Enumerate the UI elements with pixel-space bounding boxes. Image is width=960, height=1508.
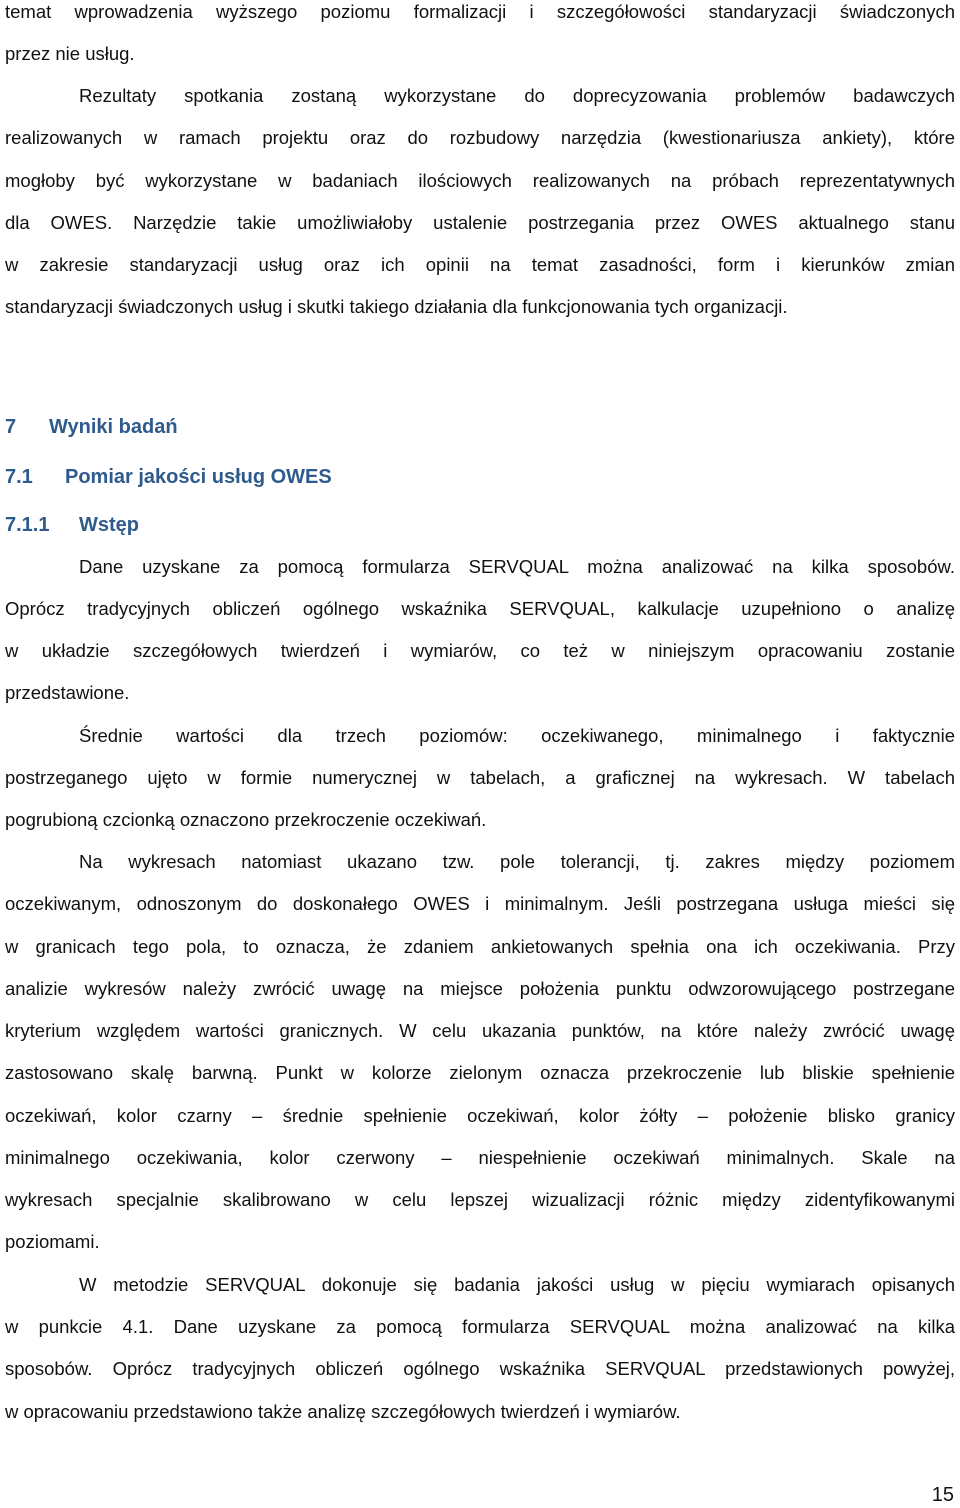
heading-number: 7.1.1 bbox=[5, 514, 50, 536]
text-line: w opracowaniu przedstawiono także analizę szczegółowych twierdzeń i wymiarów. bbox=[5, 1401, 681, 1422]
heading-level-3 bbox=[5, 512, 139, 538]
heading-level-2 bbox=[5, 464, 332, 490]
text-line: standaryzacji świadczonych usług i skutki takiego działania dla funkcjonowania tych organizacji. bbox=[5, 296, 788, 317]
text-line: poziomami. bbox=[5, 1231, 100, 1252]
text-line: w zakresie standaryzacji usług oraz ich opinii na temat zasadności, form i kierunków zmian bbox=[5, 254, 955, 275]
text-line: pogrubioną czcionką oznaczono przekroczenie oczekiwań. bbox=[5, 809, 487, 830]
text-line: minimalnego oczekiwania, kolor czerwony – niespełnienie oczekiwań minimalnych. Skale na bbox=[5, 1147, 955, 1168]
heading-title: Wstęp bbox=[79, 514, 139, 536]
heading-number: 7 bbox=[5, 416, 17, 438]
text-line: W metodzie SERVQUAL dokonuje się badania jakości usług w pięciu wymiarach opisanych bbox=[79, 1274, 955, 1295]
text-line: Na wykresach natomiast ukazano tzw. pole tolerancji, tj. zakres między poziomem bbox=[79, 851, 955, 872]
text-line: realizowanych w ramach projektu oraz do rozbudowy narzędzia (kwestionariusza ankiety), które bbox=[5, 127, 955, 148]
heading-level-1 bbox=[5, 414, 178, 440]
text-line: postrzeganego ujęto w formie numerycznej w tabelach, a graficznej na wykresach. W tabelach bbox=[5, 767, 955, 788]
text-line: Oprócz tradycyjnych obliczeń ogólnego wskaźnika SERVQUAL, kalkulacje uzupełniono o analizę bbox=[5, 598, 955, 619]
text-line: sposobów. Oprócz tradycyjnych obliczeń ogólnego wskaźnika SERVQUAL przedstawionych powyżej, bbox=[5, 1358, 955, 1379]
text-line: analizie wykresów należy zwrócić uwagę na miejsce położenia punktu odwzorowującego postrzegane bbox=[5, 978, 955, 999]
text-line: temat wprowadzenia wyższego poziomu formalizacji i szczegółowości standaryzacji świadczonych bbox=[5, 1, 955, 22]
text-line: przez nie usług. bbox=[5, 43, 135, 64]
text-line: Rezultaty spotkania zostaną wykorzystane do doprecyzowania problemów badawczych bbox=[79, 85, 955, 106]
text-line: Dane uzyskane za pomocą formularza SERVQUAL można analizować na kilka sposobów. bbox=[79, 556, 955, 577]
text-line: wykresach specjalnie skalibrowano w celu lepszej wizualizacji różnic między zidentyfikowanymi bbox=[5, 1189, 955, 1210]
text-line: mogłoby być wykorzystane w badaniach ilościowych realizowanych na próbach reprezentatywnych bbox=[5, 170, 955, 191]
text-line: w punkcie 4.1. Dane uzyskane za pomocą formularza SERVQUAL można analizować na kilka bbox=[5, 1316, 955, 1337]
page-number: 15 bbox=[931, 1484, 954, 1506]
text-line: zastosowano skalę barwną. Punkt w kolorze zielonym oznacza przekroczenie lub bliskie spełnienie bbox=[5, 1062, 955, 1083]
heading-title: Wyniki badań bbox=[49, 416, 178, 438]
text-line: Średnie wartości dla trzech poziomów: oczekiwanego, minimalnego i faktycznie bbox=[79, 725, 955, 746]
text-line: w granicach tego pola, to oznacza, że zdaniem ankietowanych spełnia ona ich oczekiwania. Przy bbox=[5, 936, 955, 957]
text-line: w układzie szczegółowych twierdzeń i wymiarów, co też w niniejszym opracowaniu zostanie bbox=[5, 640, 955, 661]
text-line: oczekiwanym, odnoszonym do doskonałego OWES i minimalnym. Jeśli postrzegana usługa mieści się bbox=[5, 893, 955, 914]
text-line: dla OWES. Narzędzie takie umożliwiałoby ustalenie postrzegania przez OWES aktualnego stanu bbox=[5, 212, 955, 233]
text-line: przedstawione. bbox=[5, 682, 130, 703]
heading-title: Pomiar jakości usług OWES bbox=[65, 466, 332, 488]
text-line: oczekiwań, kolor czarny – średnie spełnienie oczekiwań, kolor żółty – położenie blisko granicy bbox=[5, 1105, 955, 1126]
heading-number: 7.1 bbox=[5, 466, 33, 488]
text-line: kryterium względem wartości granicznych. W celu ukazania punktów, na które należy zwrócić uwagę bbox=[5, 1020, 955, 1041]
